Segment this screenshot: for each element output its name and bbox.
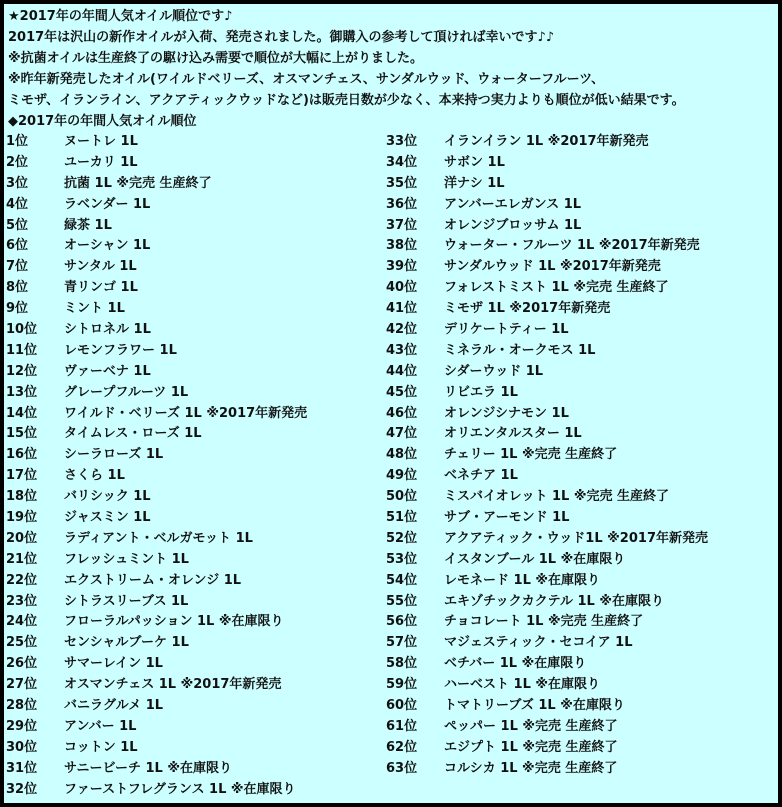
intro-text [8,6,774,132]
intro-line-1: 2017年は沢山の新作オイルが入荷、発売されました。御購入の参考して頂ければ幸いです♪♪ [8,30,555,45]
ranking-rank: 39位 [386,259,418,275]
ranking-rank: 46位 [386,405,418,421]
ranking-rank: 4位 [6,196,29,212]
ranking-rank: 35位 [386,175,418,191]
ranking-oil-name: イスタンブール 1L ※在庫限り [444,551,626,567]
ranking-oil-name: サマーレイン 1L [64,656,163,672]
ranking-oil-name: シトロネル 1L [64,322,151,338]
ranking-oil-name: イランイラン 1L ※2017年新発売 [444,134,649,149]
ranking-rank: 49位 [386,468,418,484]
ranking-rank: 44位 [386,363,418,379]
ranking-oil-name: ベネチア 1L [444,468,518,484]
ranking-rank: 16位 [6,447,38,463]
ranking-oil-name: ヴァーベナ 1L [64,363,151,379]
ranking-oil-name: ミスバイオレット 1L ※完売 生産終了 [444,489,670,505]
ranking-oil-name: グレープフルーツ 1L [64,384,189,400]
ranking-oil-name: 洋ナシ 1L [444,175,505,191]
intro-line-4: ミモザ、イランライン、アクアティックウッドなど)は販売日数が少なく、本来持つ実力よりも順位が低い結果です。 [8,93,685,108]
ranking-rank: 54位 [386,572,418,588]
ranking-rank: 55位 [386,593,418,609]
ranking-oil-name: レモンフラワー 1L [64,342,177,358]
ranking-oil-name: バニラグルメ 1L [64,698,164,714]
intro-line-2: ※抗菌オイルは生産終了の駆け込み需要で順位が大幅に上がりました。 [8,51,423,66]
ranking-rank: 45位 [386,384,418,400]
ranking-oil-name: フローラルパッション 1L ※在庫限り [64,614,284,630]
ranking-oil-name: ラベンダー 1L [64,196,151,212]
ranking-rank: 57位 [386,635,418,651]
ranking-rank: 63位 [386,760,418,776]
ranking-oil-name: サンタル 1L [64,259,137,275]
ranking-oil-name: フォレストミスト 1L ※完売 生産終了 [444,280,669,296]
ranking-rank: 43位 [386,342,418,358]
ranking-oil-name: アクアティック・ウッド1L ※2017年新発売 [444,530,708,546]
ranking-rank: 10位 [6,322,38,338]
ranking-rank: 58位 [386,656,418,672]
ranking-rank: 36位 [386,196,418,212]
intro-line-3: ※昨年新発売したオイル(ワイルドベリーズ、オスマンチェス、サンダルウッド、ウォーターフルーツ、 [8,72,605,87]
ranking-oil-name: トマトリーブズ 1L ※在庫限り [444,698,625,714]
intro-title: ★2017年の年間人気オイル順位です♪ [8,9,233,24]
ranking-oil-name: エキゾチックカクテル 1L ※在庫限り [444,593,664,609]
ranking-oil-name: レモネード 1L ※在庫限り [444,572,601,588]
ranking-oil-name: ミモザ 1L ※2017年新発売 [444,301,611,317]
ranking-oil-name: サブ・アーモンド 1L [444,510,570,526]
ranking-rank: 59位 [386,677,418,693]
ranking-rank: 12位 [6,363,38,379]
ranking-oil-name: オレンジシナモン 1L [444,405,569,421]
ranking-oil-name: さくら 1L [64,468,125,484]
ranking-rank: 14位 [6,405,38,421]
ranking-rank: 6位 [6,238,29,254]
ranking-rank: 40位 [386,280,418,296]
ranking-oil-name: コルシカ 1L ※完売 生産終了 [444,760,618,776]
ranking-oil-name: 緑茶 1L [64,217,112,233]
ranking-oil-name: アンバーエレガンス 1L [444,196,582,212]
ranking-rank: 1位 [6,134,29,149]
ranking-oil-name: ペッパー 1L ※完売 生産終了 [444,718,618,734]
ranking-rank: 38位 [386,238,418,254]
ranking-oil-name: オリエンタルスター 1L [444,426,582,442]
ranking-rank: 53位 [386,551,418,567]
ranking-oil-name: アンバー 1L [64,718,137,734]
ranking-heading: ◆2017年の年間人気オイル順位 [8,114,197,129]
ranking-rank: 17位 [6,468,38,484]
ranking-rank: 20位 [6,530,38,546]
ranking-rank: 56位 [386,614,418,630]
ranking-rank: 52位 [386,530,418,546]
ranking-oil-name: チェリー 1L ※完売 生産終了 [444,447,618,463]
ranking-rank: 34位 [386,154,418,170]
ranking-rank: 7位 [6,259,29,275]
ranking-oil-name: シーラローズ 1L [64,447,164,463]
ranking-oil-name: エジプト 1L ※完売 生産終了 [444,739,618,755]
ranking-rank: 61位 [386,718,418,734]
ranking-rank: 28位 [6,698,38,714]
ranking-oil-name: ヌートレ 1L [64,134,138,149]
ranking-rank: 41位 [386,301,418,317]
ranking-oil-name: ベチバー 1L ※在庫限り [444,656,587,672]
ranking-rank: 15位 [6,426,38,442]
ranking-oil-name: ハーベスト 1L ※在庫限り [444,677,601,693]
ranking-oil-name: リビエラ 1L [444,384,518,400]
ranking-oil-name: ミント 1L [64,301,125,317]
ranking-rank: 22位 [6,572,38,588]
ranking-oil-name: ユーカリ 1L [64,154,138,170]
ranking-rank: 25位 [6,635,38,651]
ranking-oil-name: 抗菌 1L ※完売 生産終了 [64,175,212,191]
ranking-oil-name: タイムレス・ローズ 1L [64,426,202,442]
ranking-oil-name: センシャルブーケ 1L [64,635,189,651]
ranking-oil-name: 青リンゴ 1L [64,280,138,296]
ranking-rank: 11位 [6,342,38,358]
ranking-oil-name: ラディアント・ベルガモット 1L [64,530,253,546]
ranking-rank: 37位 [386,217,418,233]
ranking-oil-name: フレッシュミント 1L [64,551,189,567]
ranking-oil-name: オスマンチェス 1L ※2017年新発売 [64,677,282,693]
ranking-rank: 26位 [6,656,38,672]
ranking-oil-name: ファーストフレグランス 1L ※在庫限り [64,781,296,797]
ranking-oil-name: ミネラル・オークモス 1L [444,342,596,358]
ranking-oil-name: オーシャン 1L [64,238,151,254]
ranking-rank: 21位 [6,551,38,567]
ranking-rank: 18位 [6,489,38,505]
ranking-oil-name: シダーウッド 1L [444,363,544,379]
ranking-rank: 48位 [386,447,418,463]
ranking-rank: 62位 [386,739,418,755]
ranking-rank: 9位 [6,301,29,317]
ranking-rank: 32位 [6,781,38,797]
ranking-rank: 33位 [386,134,418,149]
ranking-rank: 51位 [386,510,418,526]
ranking-oil-name: チョコレート 1L ※完売 生産終了 [444,614,644,630]
ranking-rank: 60位 [386,698,418,714]
ranking-oil-name: デリケートティー 1L [444,322,569,338]
ranking-oil-name: サニービーチ 1L ※在庫限り [64,760,232,776]
ranking-rank: 27位 [6,677,38,693]
ranking-oil-name: マジェスティック・セコイア 1L [444,635,633,651]
ranking-rank: 31位 [6,760,38,776]
ranking-oil-name: サンダルウッド 1L ※2017年新発売 [444,259,661,275]
ranking-rank: 8位 [6,280,29,296]
ranking-oil-name: ウォーター・フルーツ 1L ※2017年新発売 [444,238,700,254]
ranking-rank: 19位 [6,510,38,526]
ranking-rank: 50位 [386,489,418,505]
ranking-rank: 29位 [6,718,38,734]
ranking-rank: 3位 [6,175,29,191]
ranking-oil-name: シトラスリーブス 1L [64,593,189,609]
ranking-oil-name: バリシック 1L [64,489,151,505]
ranking-rank: 13位 [6,384,38,400]
ranking-rank: 30位 [6,739,38,755]
ranking-rank: 23位 [6,593,38,609]
ranking-oil-name: エクストリーム・オレンジ 1L [64,572,242,588]
ranking-oil-name: ワイルド・ベリーズ 1L ※2017年新発売 [64,405,308,421]
ranking-oil-name: ジャスミン 1L [64,510,151,526]
ranking-oil-name: サボン 1L [444,154,505,170]
ranking-rank: 5位 [6,217,29,233]
ranking-rank: 42位 [386,322,418,338]
ranking-rank: 2位 [6,154,29,170]
ranking-oil-name: オレンジブロッサム 1L [444,217,582,233]
ranking-rank: 24位 [6,614,38,630]
ranking-rank: 47位 [386,426,418,442]
ranking-oil-name: コットン 1L [64,739,138,755]
